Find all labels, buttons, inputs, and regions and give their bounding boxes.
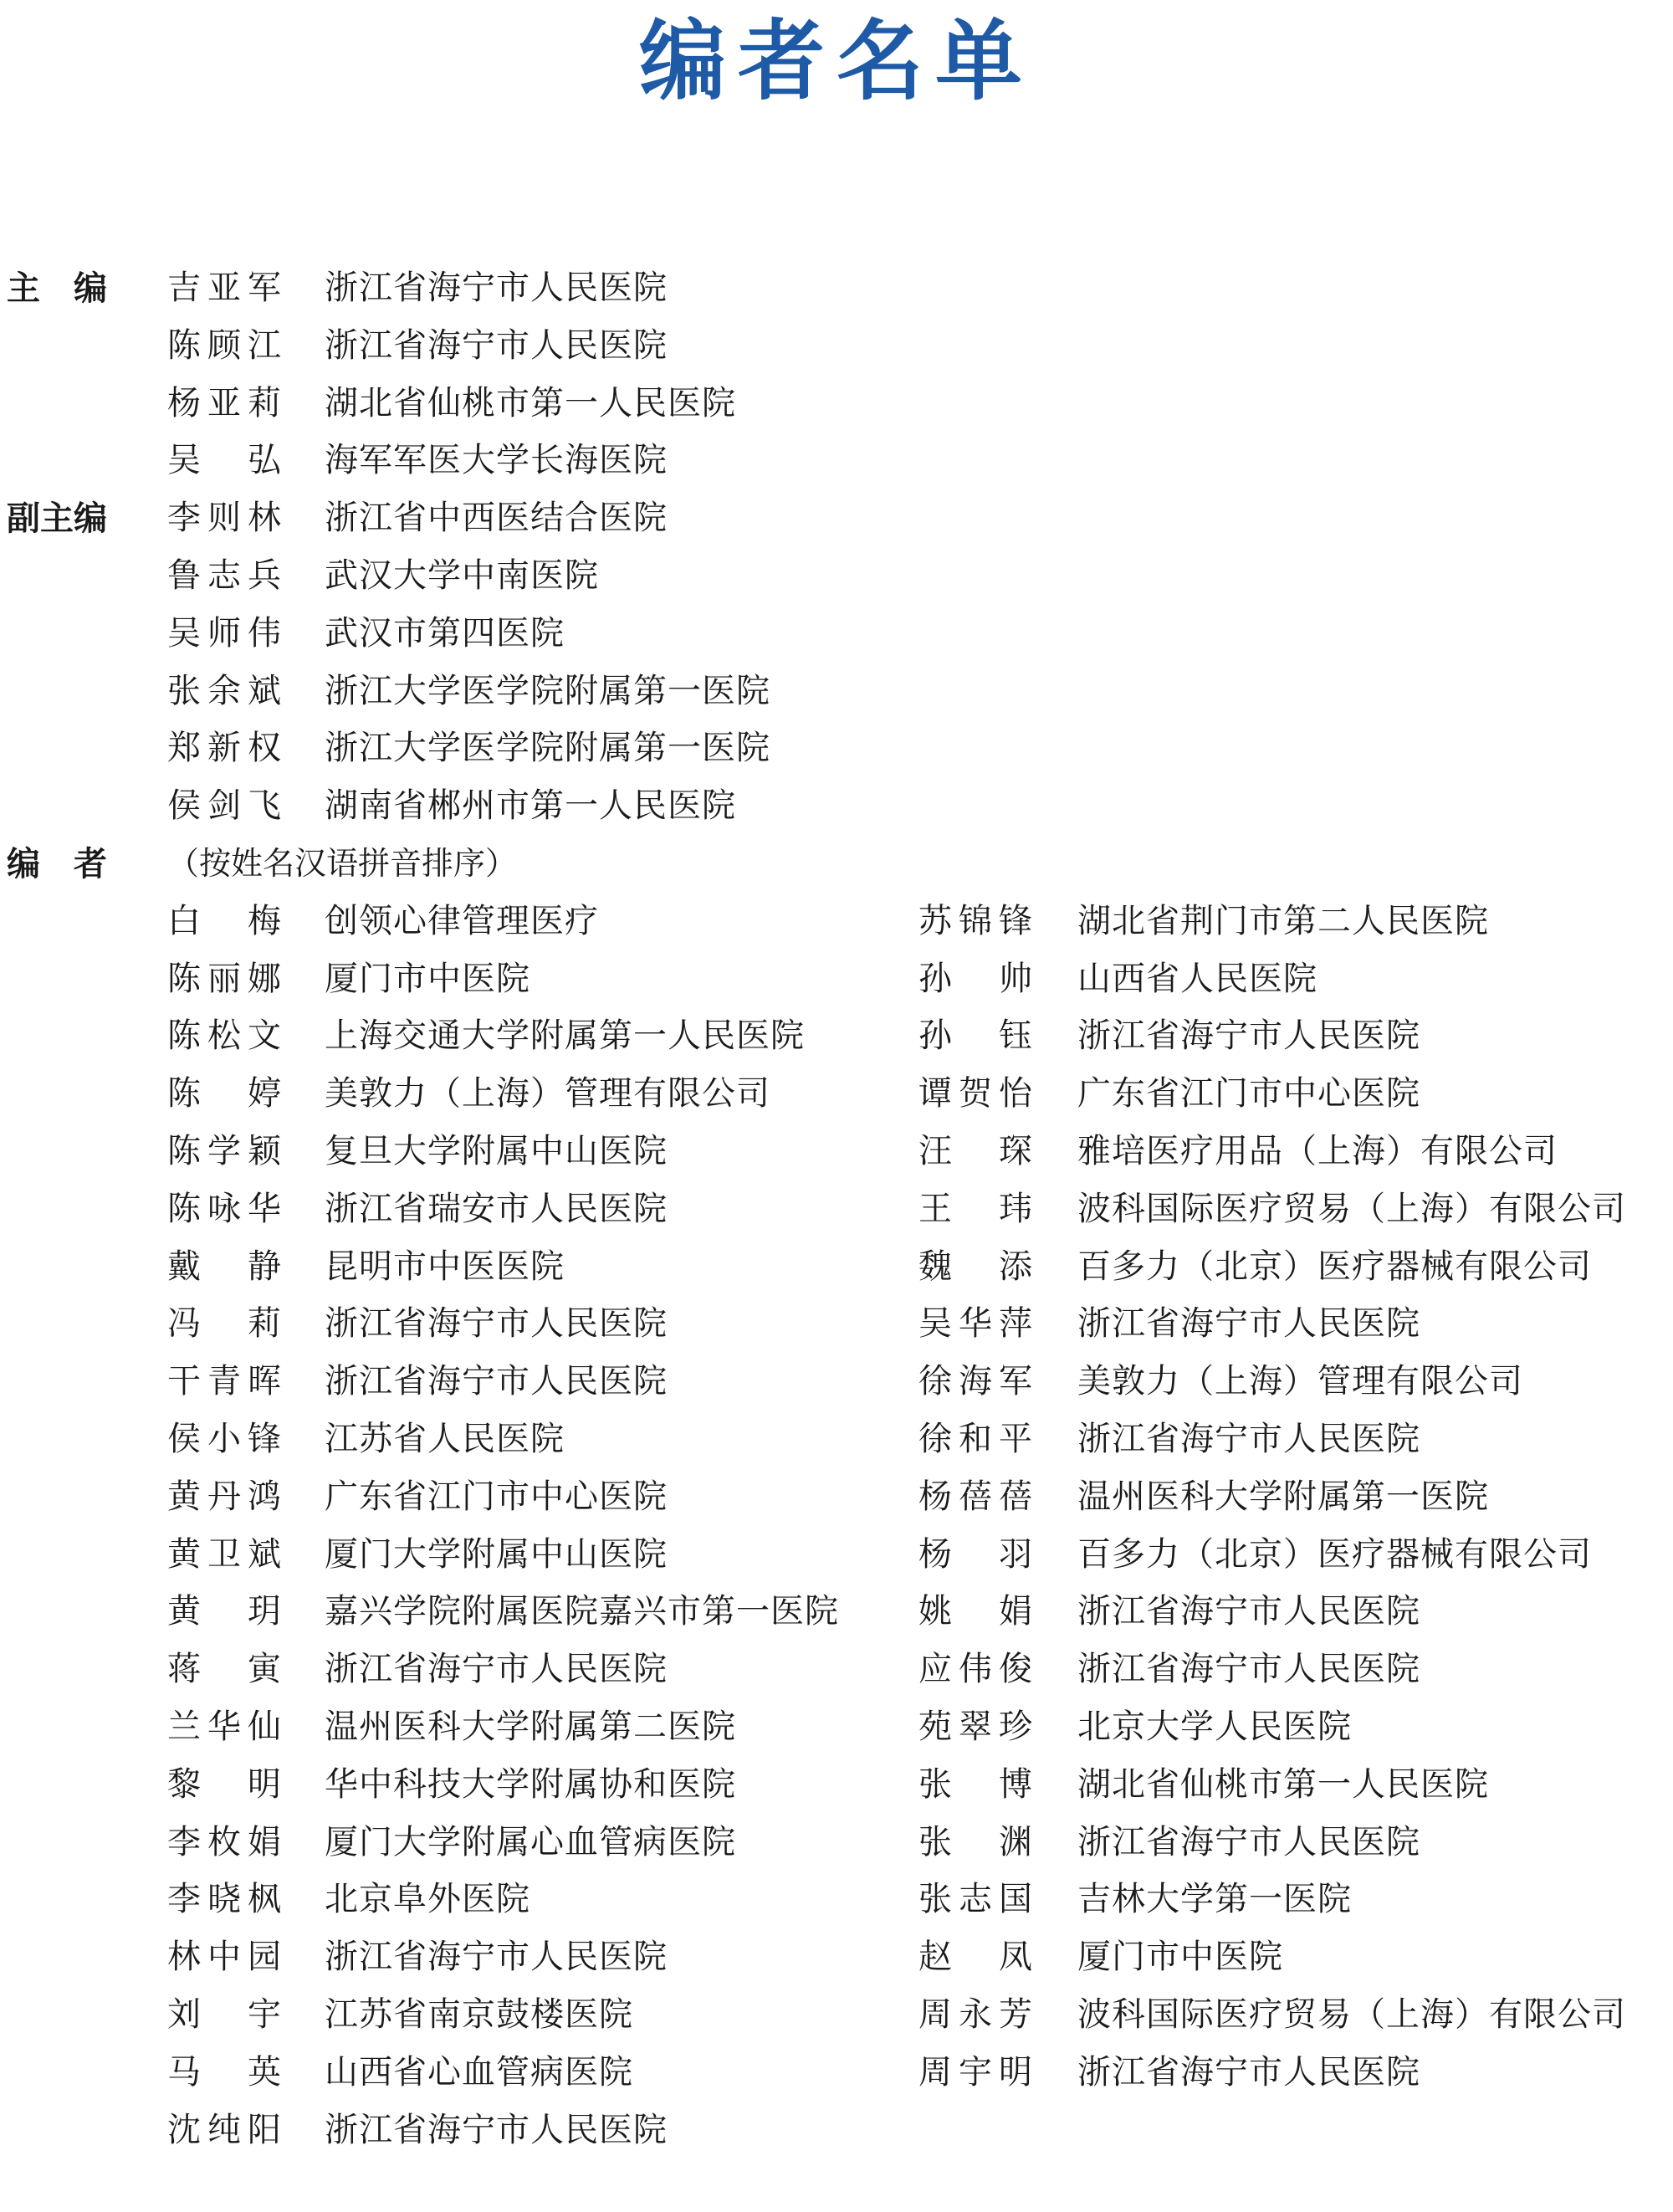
editor-institution: 嘉兴学院附属医院嘉兴市第一医院	[325, 1592, 839, 1631]
editor-row	[0, 1468, 1673, 1526]
editor-row	[0, 2044, 1673, 2102]
editor-name: 黄丹鸿	[167, 1477, 281, 1516]
editor-row	[0, 719, 1673, 777]
editor-name: 冯莉	[167, 1304, 281, 1344]
editor-name: 张余斌	[167, 671, 281, 710]
editor-name: 黄玥	[167, 1592, 281, 1631]
editor-institution: 百多力（北京）医疗器械有限公司	[1077, 1247, 1592, 1286]
editor-institution: 浙江省海宁市人民医院	[325, 1362, 668, 1401]
editor-row	[0, 1526, 1673, 1584]
editor-name: 杨亚莉	[167, 383, 281, 422]
editor-institution: 广东省江门市中心医院	[1077, 1074, 1420, 1114]
editor-institution: 浙江省瑞安市人民医院	[325, 1189, 668, 1228]
editor-institution: 厦门大学附属中山医院	[325, 1534, 668, 1574]
editor-institution: 昆明市中医医院	[325, 1247, 565, 1286]
editor-name: 陈学颖	[167, 1132, 281, 1170]
editor-institution: 上海交通大学附属第一人民医院	[325, 1016, 805, 1056]
editor-name: 李晓枫	[167, 1880, 281, 1919]
editor-name: 赵凤	[918, 1938, 1032, 1977]
editor-name: 吴师伟	[167, 613, 281, 653]
editors-heading-row	[0, 835, 1673, 893]
editor-institution: 浙江省海宁市人民医院	[325, 325, 668, 365]
editor-name: 干青晖	[167, 1362, 281, 1401]
editor-name: 郑新权	[167, 729, 281, 768]
editor-name: 吴弘	[167, 441, 281, 480]
editor-name: 吉亚军	[167, 269, 281, 307]
editor-row	[0, 547, 1673, 605]
editor-name: 陈丽娜	[167, 959, 281, 998]
editor-name: 魏添	[918, 1247, 1032, 1286]
editor-row	[0, 1814, 1673, 1871]
editor-institution: 浙江省海宁市人民医院	[325, 269, 668, 307]
editor-row	[0, 950, 1673, 1008]
role-editors-label: 编 者	[7, 844, 107, 883]
editor-name: 徐和平	[918, 1420, 1032, 1458]
editor-name: 李枚娟	[167, 1822, 281, 1861]
editor-name: 杨蓓蓓	[918, 1477, 1032, 1516]
editor-row	[0, 432, 1673, 489]
editor-name: 张渊	[918, 1822, 1032, 1861]
sort-note: （按姓名汉语拼音排序）	[167, 845, 518, 882]
editor-institution: 浙江省海宁市人民医院	[1077, 1420, 1420, 1458]
editor-row	[0, 1065, 1673, 1123]
editor-name: 李则林	[167, 499, 281, 538]
editor-name: 谭贺怡	[918, 1074, 1032, 1114]
editor-name: 蒋寅	[167, 1650, 281, 1689]
editor-row	[0, 1928, 1673, 1986]
editor-institution: 厦门市中医院	[325, 959, 530, 998]
editor-institution: 温州医科大学附属第二医院	[325, 1708, 736, 1746]
editor-institution: 浙江省海宁市人民医院	[325, 1304, 668, 1344]
editor-institution: 北京阜外医院	[325, 1880, 530, 1919]
page-title: 编者名单	[638, 9, 1034, 112]
editor-name: 林中园	[167, 1938, 281, 1977]
editor-row	[0, 2102, 1673, 2159]
editor-institution: 浙江大学医学院附属第一医院	[325, 729, 770, 768]
editor-institution: 美敦力（上海）管理有限公司	[325, 1074, 770, 1114]
editor-name: 孙帅	[918, 959, 1032, 998]
editor-name: 陈松文	[167, 1016, 281, 1056]
editor-name: 侯剑飞	[167, 786, 281, 826]
editor-row	[0, 1238, 1673, 1296]
editor-institution: 浙江大学医学院附属第一医院	[325, 671, 770, 710]
editor-institution: 海军军医大学长海医院	[325, 441, 668, 480]
editor-name: 黄卫斌	[167, 1534, 281, 1574]
editor-institution: 湖南省郴州市第一人民医院	[325, 786, 736, 826]
editor-row	[0, 893, 1673, 950]
editor-institution: 波科国际医疗贸易（上海）有限公司	[1077, 1189, 1626, 1228]
editor-institution: 山西省心血管病医院	[325, 2052, 633, 2092]
editor-row	[0, 1180, 1673, 1238]
editor-row	[0, 1295, 1673, 1353]
editor-institution: 山西省人民医院	[1077, 959, 1317, 998]
editor-institution: 吉林大学第一医院	[1077, 1880, 1352, 1919]
editor-institution: 美敦力（上海）管理有限公司	[1077, 1362, 1523, 1401]
editor-institution: 江苏省南京鼓楼医院	[325, 1995, 633, 2034]
editor-institution: 浙江省海宁市人民医院	[1077, 1822, 1420, 1861]
editor-institution: 湖北省荆门市第二人民医院	[1077, 901, 1489, 940]
editor-row	[0, 605, 1673, 663]
editor-name: 苏锦锋	[918, 901, 1032, 940]
editor-institution: 浙江省海宁市人民医院	[1077, 1650, 1420, 1689]
editor-name: 黎明	[167, 1764, 281, 1804]
editor-name: 张博	[918, 1764, 1032, 1804]
editor-row	[0, 1411, 1673, 1468]
editor-name: 陈顾江	[167, 325, 281, 365]
editor-row	[0, 1353, 1673, 1411]
editor-name: 周宇明	[918, 2052, 1032, 2092]
editor-institution: 浙江省海宁市人民医院	[325, 1938, 668, 1977]
editor-name: 张志国	[918, 1880, 1032, 1919]
editor-name: 沈纯阳	[167, 2110, 281, 2149]
editor-row	[0, 1007, 1673, 1065]
editor-row	[0, 375, 1673, 433]
role-chief-editor-label: 主 编	[7, 269, 107, 308]
editor-row	[0, 663, 1673, 720]
editor-name: 陈婷	[167, 1074, 281, 1114]
editor-row	[0, 259, 1673, 317]
editor-row	[0, 1641, 1673, 1698]
editor-row	[0, 1123, 1673, 1180]
editor-name: 姚娟	[918, 1592, 1032, 1631]
editor-institution: 江苏省人民医院	[325, 1420, 565, 1458]
editor-name: 戴静	[167, 1247, 281, 1286]
editor-institution: 波科国际医疗贸易（上海）有限公司	[1077, 1995, 1626, 2034]
editor-institution: 广东省江门市中心医院	[325, 1477, 668, 1516]
editor-institution: 浙江省海宁市人民医院	[325, 2110, 668, 2149]
editor-name: 鲁志兵	[167, 556, 281, 595]
editor-row	[0, 489, 1673, 547]
editor-name: 汪琛	[918, 1132, 1032, 1170]
editor-row	[0, 1871, 1673, 1928]
editor-institution: 复旦大学附属中山医院	[325, 1132, 668, 1170]
editor-name: 苑翠珍	[918, 1708, 1032, 1746]
editor-row	[0, 1698, 1673, 1756]
editor-row	[0, 777, 1673, 835]
editor-institution: 武汉大学中南医院	[325, 556, 599, 595]
editor-institution: 浙江省海宁市人民医院	[1077, 1592, 1420, 1631]
editor-row	[0, 1583, 1673, 1641]
editor-name: 马英	[167, 2052, 281, 2092]
editor-institution: 浙江省海宁市人民医院	[1077, 1304, 1420, 1344]
editor-row	[0, 317, 1673, 375]
editor-name: 王玮	[918, 1189, 1032, 1228]
editor-institution: 厦门市中医院	[1077, 1938, 1283, 1977]
editor-institution: 武汉市第四医院	[325, 613, 565, 653]
editor-institution: 浙江省海宁市人民医院	[325, 1650, 668, 1689]
editor-name: 应伟俊	[918, 1650, 1032, 1689]
editor-institution: 浙江省海宁市人民医院	[1077, 1016, 1420, 1056]
editor-institution: 华中科技大学附属协和医院	[325, 1764, 736, 1804]
editor-name: 徐海军	[918, 1362, 1032, 1401]
editor-institution: 湖北省仙桃市第一人民医院	[325, 383, 736, 422]
editor-name: 杨羽	[918, 1534, 1032, 1574]
editor-institution: 厦门大学附属心血管病医院	[325, 1822, 736, 1861]
editor-name: 周永芳	[918, 1995, 1032, 2034]
editor-institution: 雅培医疗用品（上海）有限公司	[1077, 1132, 1558, 1170]
editor-name: 白梅	[167, 901, 281, 940]
editor-institution: 北京大学人民医院	[1077, 1708, 1352, 1746]
editor-institution: 浙江省海宁市人民医院	[1077, 2052, 1420, 2092]
role-deputy-editor-label: 副主编	[7, 499, 107, 539]
editor-institution: 创领心律管理医疗	[325, 901, 599, 940]
editor-name: 孙钰	[918, 1016, 1032, 1056]
editor-name: 侯小锋	[167, 1420, 281, 1458]
editor-institution: 温州医科大学附属第一医院	[1077, 1477, 1489, 1516]
editor-name: 吴华萍	[918, 1304, 1032, 1344]
editor-institution: 百多力（北京）医疗器械有限公司	[1077, 1534, 1592, 1574]
editor-row	[0, 1756, 1673, 1814]
editor-name: 陈咏华	[167, 1189, 281, 1228]
editor-name: 兰华仙	[167, 1708, 281, 1746]
editor-row	[0, 1986, 1673, 2044]
editor-name: 刘宇	[167, 1995, 281, 2034]
editor-institution: 浙江省中西医结合医院	[325, 499, 668, 538]
editor-institution: 湖北省仙桃市第一人民医院	[1077, 1764, 1489, 1804]
